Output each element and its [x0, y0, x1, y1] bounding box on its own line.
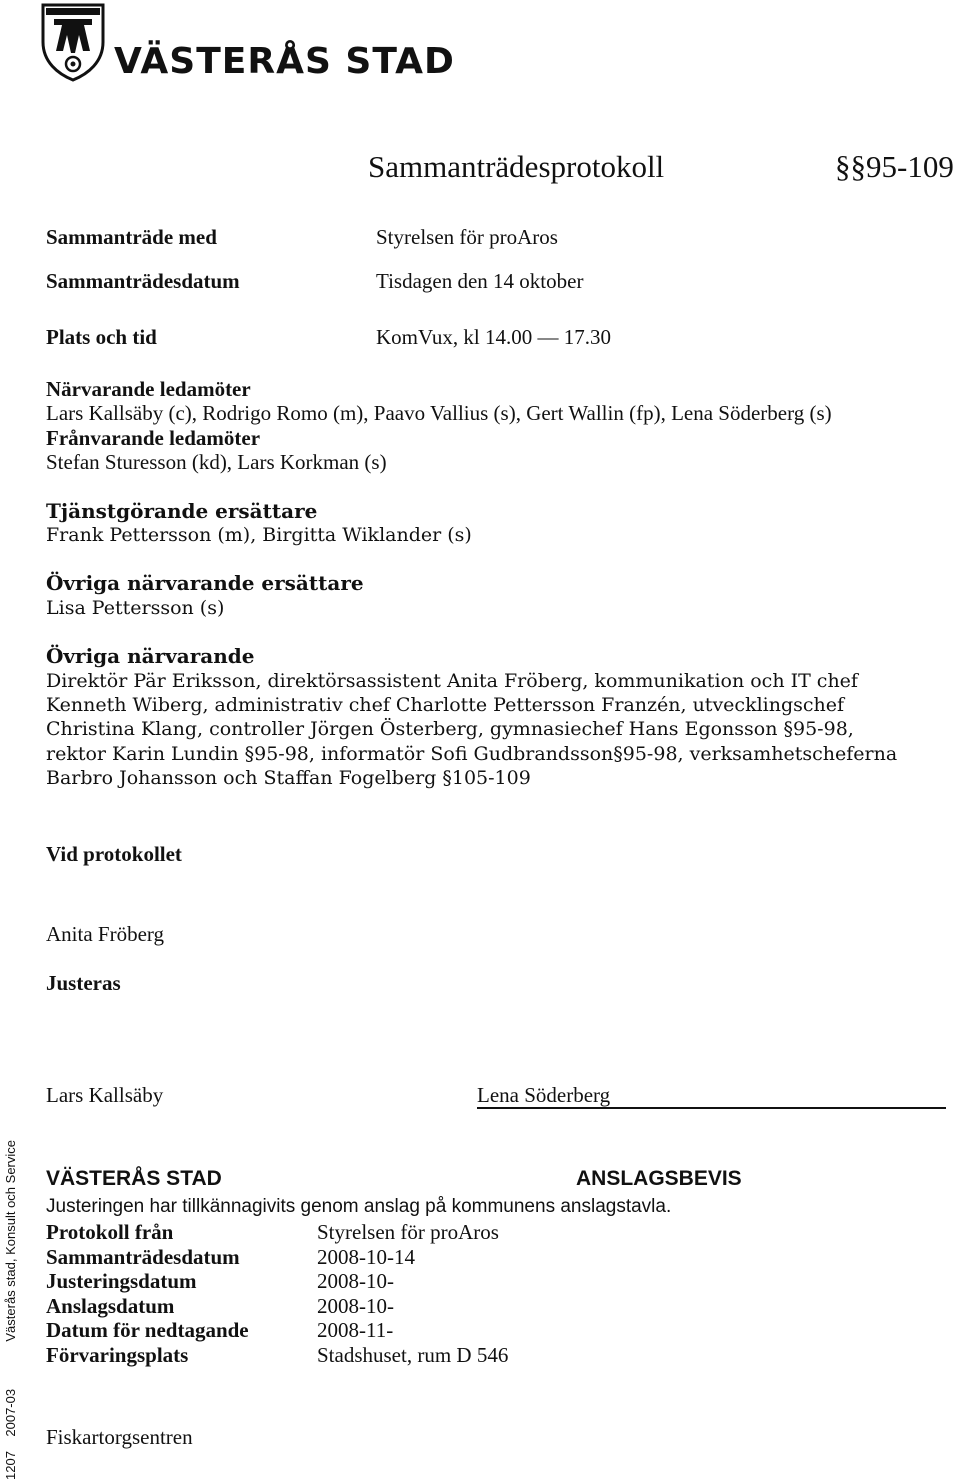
certificate-title: ANSLAGSBEVIS: [576, 1167, 742, 1190]
meeting-date-label: Sammanträdesdatum: [46, 269, 240, 293]
present-members: Lars Kallsäby (c), Rodrigo Romo (m), Paavo Vallius (s), Gert Wallin (fp), Lena Söderberg (s): [46, 401, 832, 426]
certificate-row-label: Förvaringsplats: [46, 1343, 189, 1367]
keeper-name: Anita Fröberg: [46, 922, 165, 946]
certificate-row-label: Datum för nedtagande: [46, 1318, 249, 1342]
absent-heading: Frånvarande ledamöter: [46, 425, 261, 450]
place-label: Plats och tid: [46, 325, 157, 349]
absent-members: Stefan Sturesson (kd), Lars Korkman (s): [46, 450, 387, 475]
org-logo-text: VÄSTERÅS STAD: [114, 41, 455, 82]
meeting-value: Styrelsen för proAros: [376, 225, 558, 249]
certificate-notice: Justeringen har tillkännagivits genom anslag på kommunens anslagstavla.: [46, 1196, 672, 1217]
certificate-row-label: Sammanträdesdatum: [46, 1245, 240, 1269]
present-heading: Närvarande ledamöter: [46, 377, 251, 401]
place-value: KomVux, kl 14.00 — 17.30: [376, 325, 611, 349]
others-present: Direktör Pär Eriksson, direktörsassistent Anita Fröberg, kommunikation och IT chef Kenneth Wiberg, administrativ chef Charlotte Pettersson Franzén, utvecklingschef Christina Klang, controller Jörgen Österberg, gymnasiechef Hans Egonsson §95-98, rektor Karin Lundin §95-98, informatör Sofi Gudbrandsson§95-98, verksamhetscheferna Barbro Johansson och Staffan Fogelberg §105-109: [46, 669, 898, 790]
keeper-label: Vid protokollet: [46, 842, 182, 866]
certificate-row-value: 2008-11-: [317, 1318, 394, 1342]
certificate-row-value: 2008-10-: [317, 1294, 394, 1318]
others-heading: Övriga närvarande: [46, 644, 255, 669]
serving-substitutes: Frank Pettersson (m), Birgitta Wiklander (s): [46, 524, 472, 547]
certificate-row-value: 2008-10-14: [317, 1245, 415, 1269]
certificate-keeper: Fiskartorgsentren: [46, 1425, 193, 1449]
certificate-org: VÄSTERÅS STAD: [46, 1167, 222, 1190]
meeting-label: Sammanträde med: [46, 225, 217, 249]
side-imprint: [3, 1140, 18, 1480]
certificate-row-label: Anslagsdatum: [46, 1294, 175, 1318]
paragraph-range: §§95-109: [835, 149, 954, 184]
other-substitutes: Lisa Pettersson (s): [46, 596, 225, 619]
signature-line: [477, 1107, 946, 1109]
certificate-row-value: 2008-10-: [317, 1269, 394, 1293]
signatory-1: Lars Kallsäby: [46, 1083, 164, 1107]
serving-substitutes-heading: Tjänstgörande ersättare: [46, 498, 318, 523]
certificate-row-label: Justeringsdatum: [46, 1269, 197, 1293]
adjusted-label: Justeras: [46, 971, 121, 995]
certificate-row-label: Protokoll från: [46, 1220, 174, 1244]
certificate-row-value: Stadshuset, rum D 546: [317, 1343, 509, 1367]
document-title: Sammanträdesprotokoll: [368, 149, 665, 184]
signatory-2: Lena Söderberg: [477, 1083, 611, 1107]
attendance-section: [46, 377, 946, 791]
form-version: 2007-03: [3, 1388, 18, 1437]
other-substitutes-heading: Övriga närvarande ersättare: [46, 571, 364, 596]
form-code: 1207: [3, 1451, 18, 1480]
form-producer: Västerås stad, Konsult och Service: [3, 1140, 18, 1342]
coat-of-arms-icon: [40, 2, 106, 82]
meeting-date-value: Tisdagen den 14 oktober: [376, 269, 584, 293]
certificate-row-value: Styrelsen för proAros: [317, 1220, 499, 1244]
